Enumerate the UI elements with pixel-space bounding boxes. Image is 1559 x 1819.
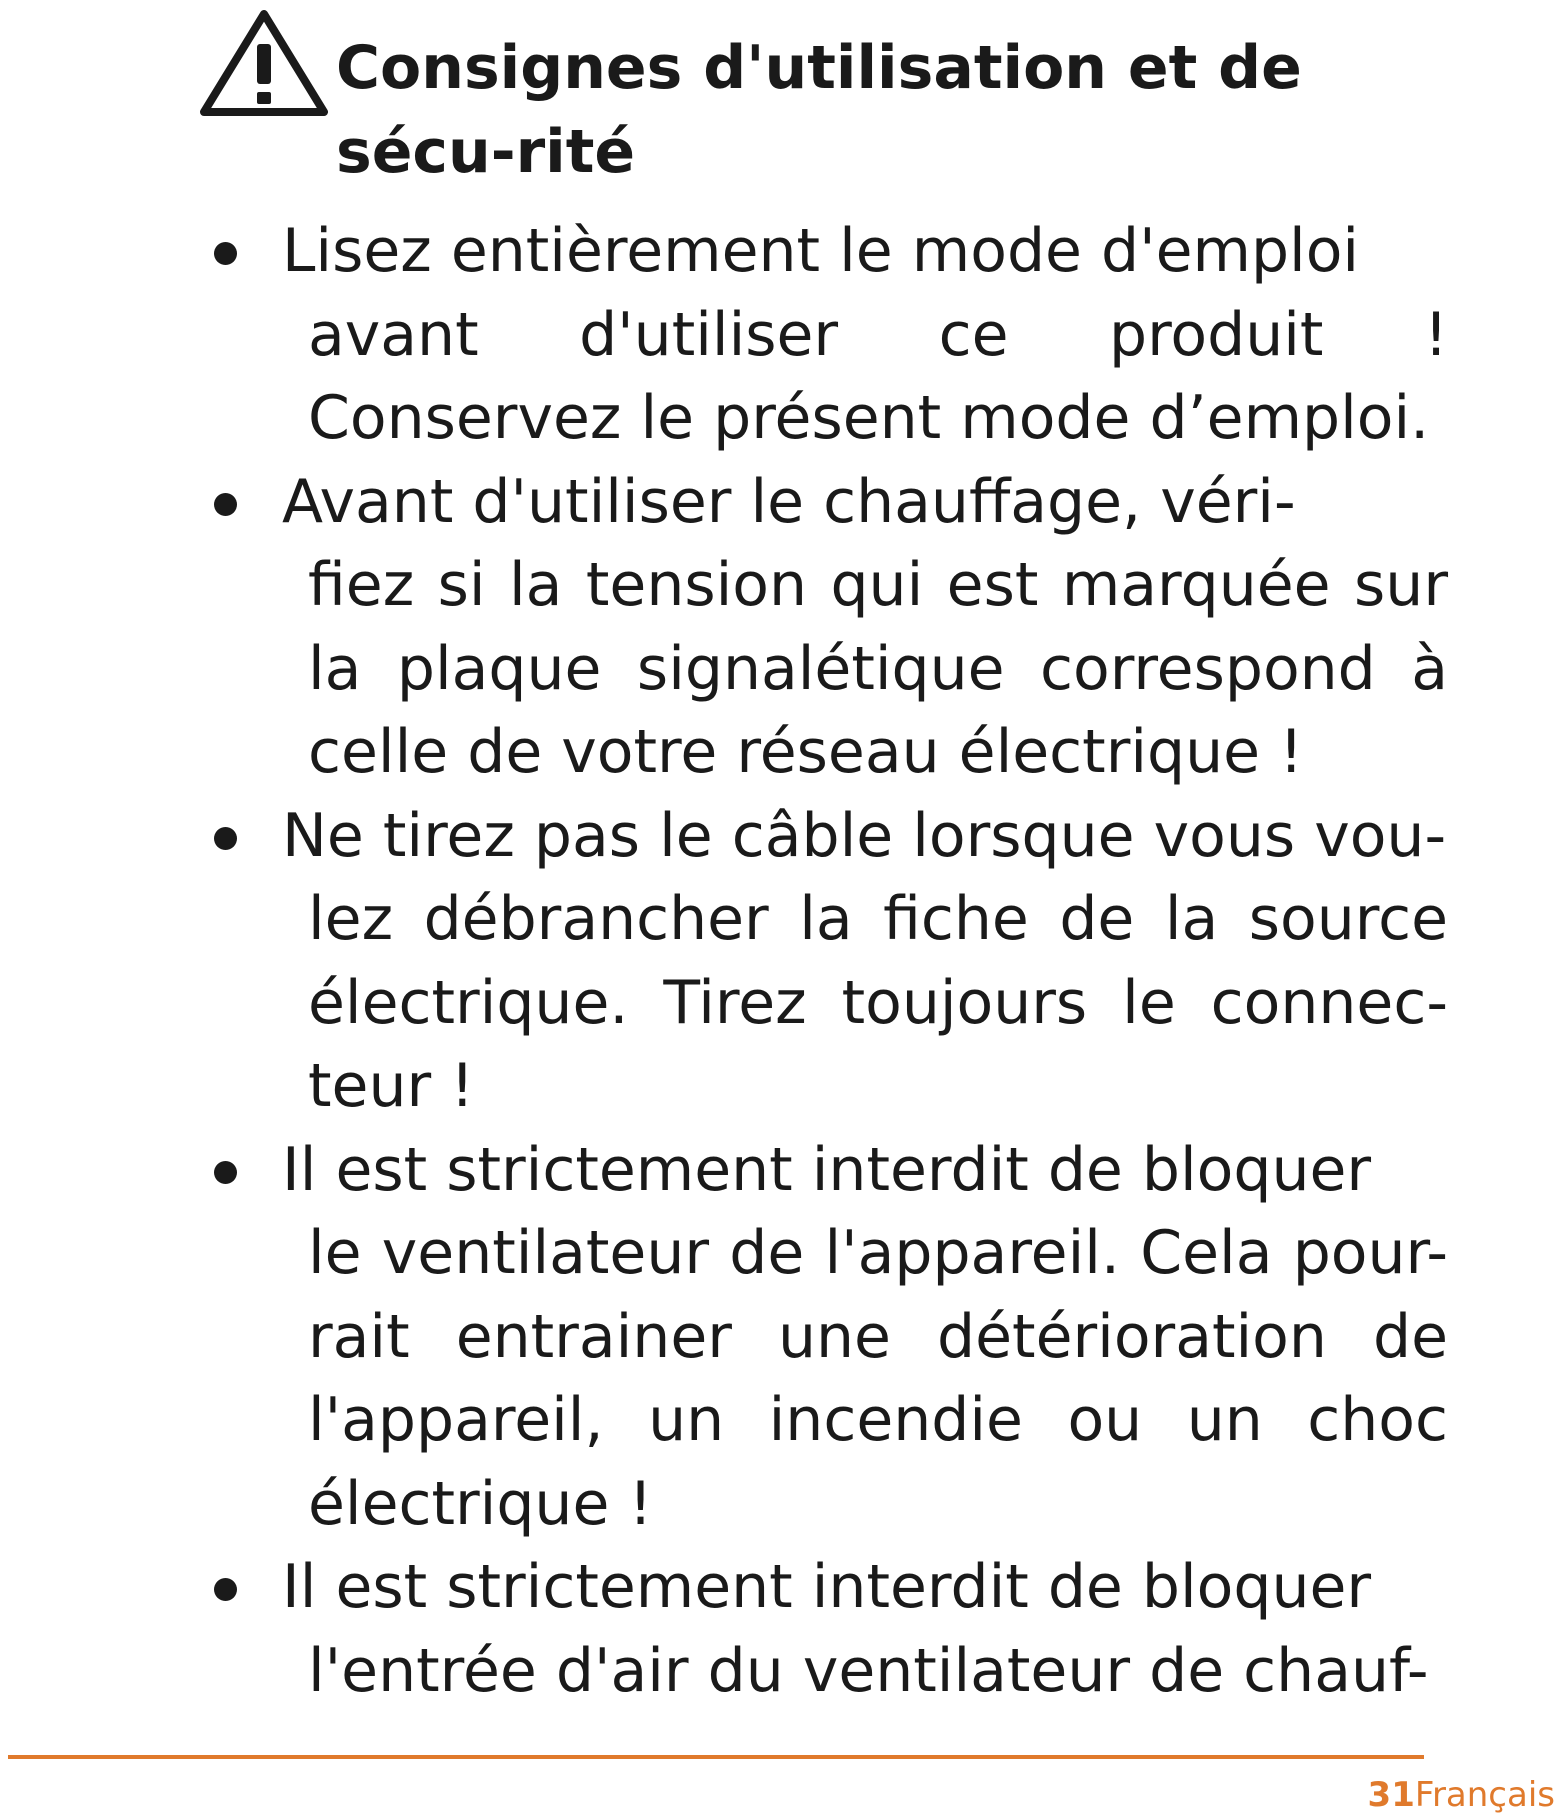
page-title: Consignes d'utilisation et de sécu-rité (336, 33, 1302, 187)
footer-divider (8, 1755, 1424, 1759)
page-number: 31 (1367, 1775, 1415, 1815)
bullet-icon (214, 242, 237, 265)
bullet-icon (214, 1161, 237, 1184)
safety-instructions-list (208, 210, 1448, 1713)
bullet-first-line: Il est strictement interdit de bloquer (282, 1552, 1372, 1622)
list-item (208, 1129, 1448, 1547)
footer-language: Français (1414, 1775, 1555, 1815)
bullet-first-line: Avant d'utiliser le chauffage, véri- (282, 466, 1296, 537)
list-item (208, 461, 1448, 795)
bullet-first-line: Lisez entièrement le mode d'emploi (282, 216, 1360, 286)
bullet-icon (214, 493, 237, 516)
bullet-icon (214, 827, 237, 850)
list-item (208, 795, 1448, 1129)
bullet-first-line: Ne tirez pas le câble lorsque vous vou- (282, 800, 1447, 871)
bullet-text: fiez si la tension qui est marquée sur la plaque signalétique correspond à celle de votre réseau électrique ! (308, 550, 1448, 787)
list-item (208, 210, 1448, 461)
bullet-text: lez débrancher la fiche de la source électrique. Tirez toujours le connec-teur ! (308, 884, 1448, 1121)
bullet-text: l'entrée d'air du ventilateur de chauf- (308, 1635, 1429, 1706)
warning-triangle-icon (198, 8, 330, 120)
bullet-text: le ventilateur de l'appareil. Cela pour-rait entrainer une détérioration de l'appareil, un incendie ou un choc électrique ! (308, 1218, 1448, 1539)
bullet-icon (214, 1578, 237, 1601)
list-item (208, 1546, 1448, 1713)
bullet-first-line: Il est strictement interdit de bloquer (282, 1134, 1372, 1205)
bullet-text: avant d'utiliser ce produit ! Conservez le présent mode d’emploi. (308, 299, 1448, 453)
page-footer (1368, 1775, 1555, 1815)
